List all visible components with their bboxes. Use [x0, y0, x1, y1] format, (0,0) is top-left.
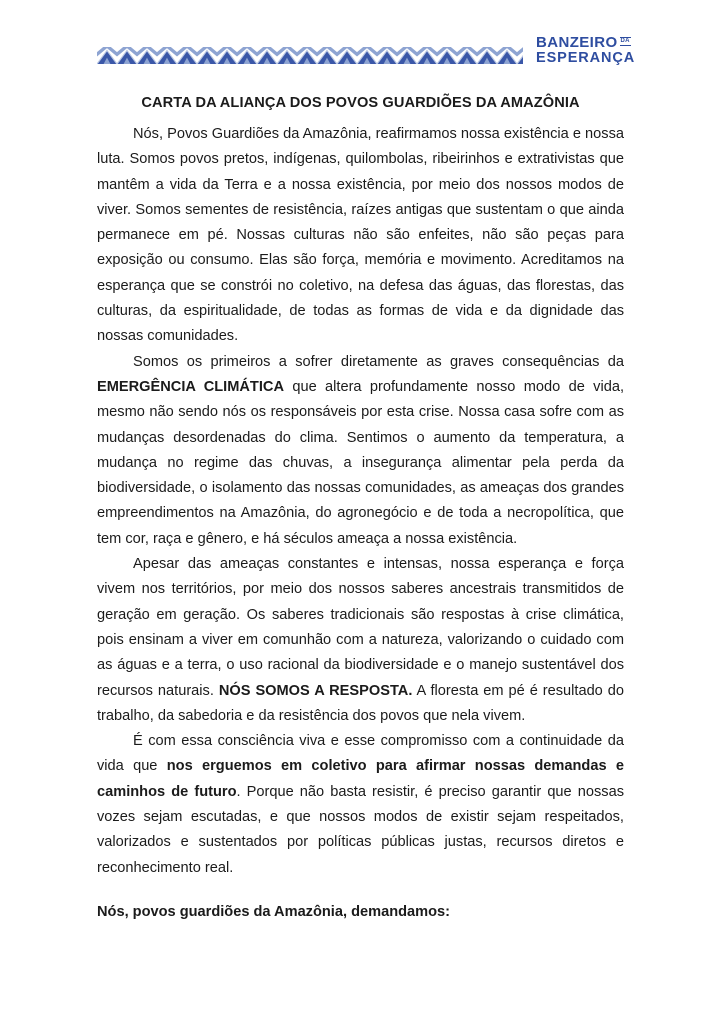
demands-heading: Nós, povos guardiões da Amazônia, demandamos: [97, 903, 451, 920]
zigzag-pattern-icon [97, 47, 523, 64]
tribal-pattern-band [97, 47, 523, 64]
banzeiro-da-esperanca-logo [536, 35, 635, 67]
paragraph-4: É com essa consciência viva e esse compromisso com a continuidade da vida que nos erguemos em coletivo para afirmar nossas demandas e caminhos de futuro. Porque não basta resistir, é preciso garantir que nossas vozes sejam escutadas, e que nossos modos de existir sejam respeitados, valorizados e sustentados por políticas públicas justas, recursos diretos e reconhecimento real. [97, 733, 625, 876]
logo-word-esperanca: ESPERANÇA [536, 50, 636, 67]
paragraph-3: Apesar das ameaças constantes e intensas, nossa esperança e força vivem nos territórios, por meio dos nossos saberes ancestrais transmitidos de geração em geração. Os saberes tradicionais são respostas à crise climática, pois ensinam a viver em comunhão com a natureza, valorizando o cuidado com as águas e a terra, o uso racional da biodiversidade e o manejo sustentável dos recursos naturais. NÓS SOMOS A RESPOSTA. A floresta em pé é resultado do trabalho, da sabedoria e da resistência dos povos que nela vivem. [97, 556, 624, 724]
logo-word-da: DA [620, 38, 630, 45]
paragraph-1: Nós, Povos Guardiões da Amazônia, reafirmamos nossa existência e nossa luta. Somos povos pretos, indígenas, quilombolas, ribeirinhos e extrativistas que mantêm a vida da Terra e a nossa existência, por meio dos nossos modos de viver. Somos sementes de resistência, raízes antigas que sustentam o que ainda permanece em pé. Nossas culturas não são enfeites, não são peças para exposição ou consumo. Elas são força, memória e movimento. Acreditamos na esperança que se constrói no coletivo, na defesa das águas, das florestas, das culturas, da espiritualidade, de todas as formas de vida e da dignidade das nossas comunidades. [97, 126, 624, 345]
letterhead [97, 30, 636, 72]
paragraph-2: Somos os primeiros a sofrer diretamente as graves consequências da EMERGÊNCIA CLIMÁTICA que altera profundamente nosso modo de vida, mesmo não sendo nós os responsáveis por esta crise. Nossa casa sofre com as mudanças desordenadas do clima. Sentimos o aumento da temperatura, a mudança no regime das chuvas, a insegurança alimentar pela perda da biodiversidade, o isolamento das nossas comunidades, as ameaças dos grandes empreendimentos na Amazônia, do agronegócio e de toda a necropolítica, que tem cor, raça e gênero, e há séculos ameaça a nossa existência. [97, 353, 624, 547]
logo-word-banzeiro: BANZEIRO [536, 34, 618, 52]
page-title: CARTA DA ALIANÇA DOS POVOS GUARDIÕES DA AMAZÔNIA [141, 95, 580, 111]
letter-body [97, 122, 624, 881]
